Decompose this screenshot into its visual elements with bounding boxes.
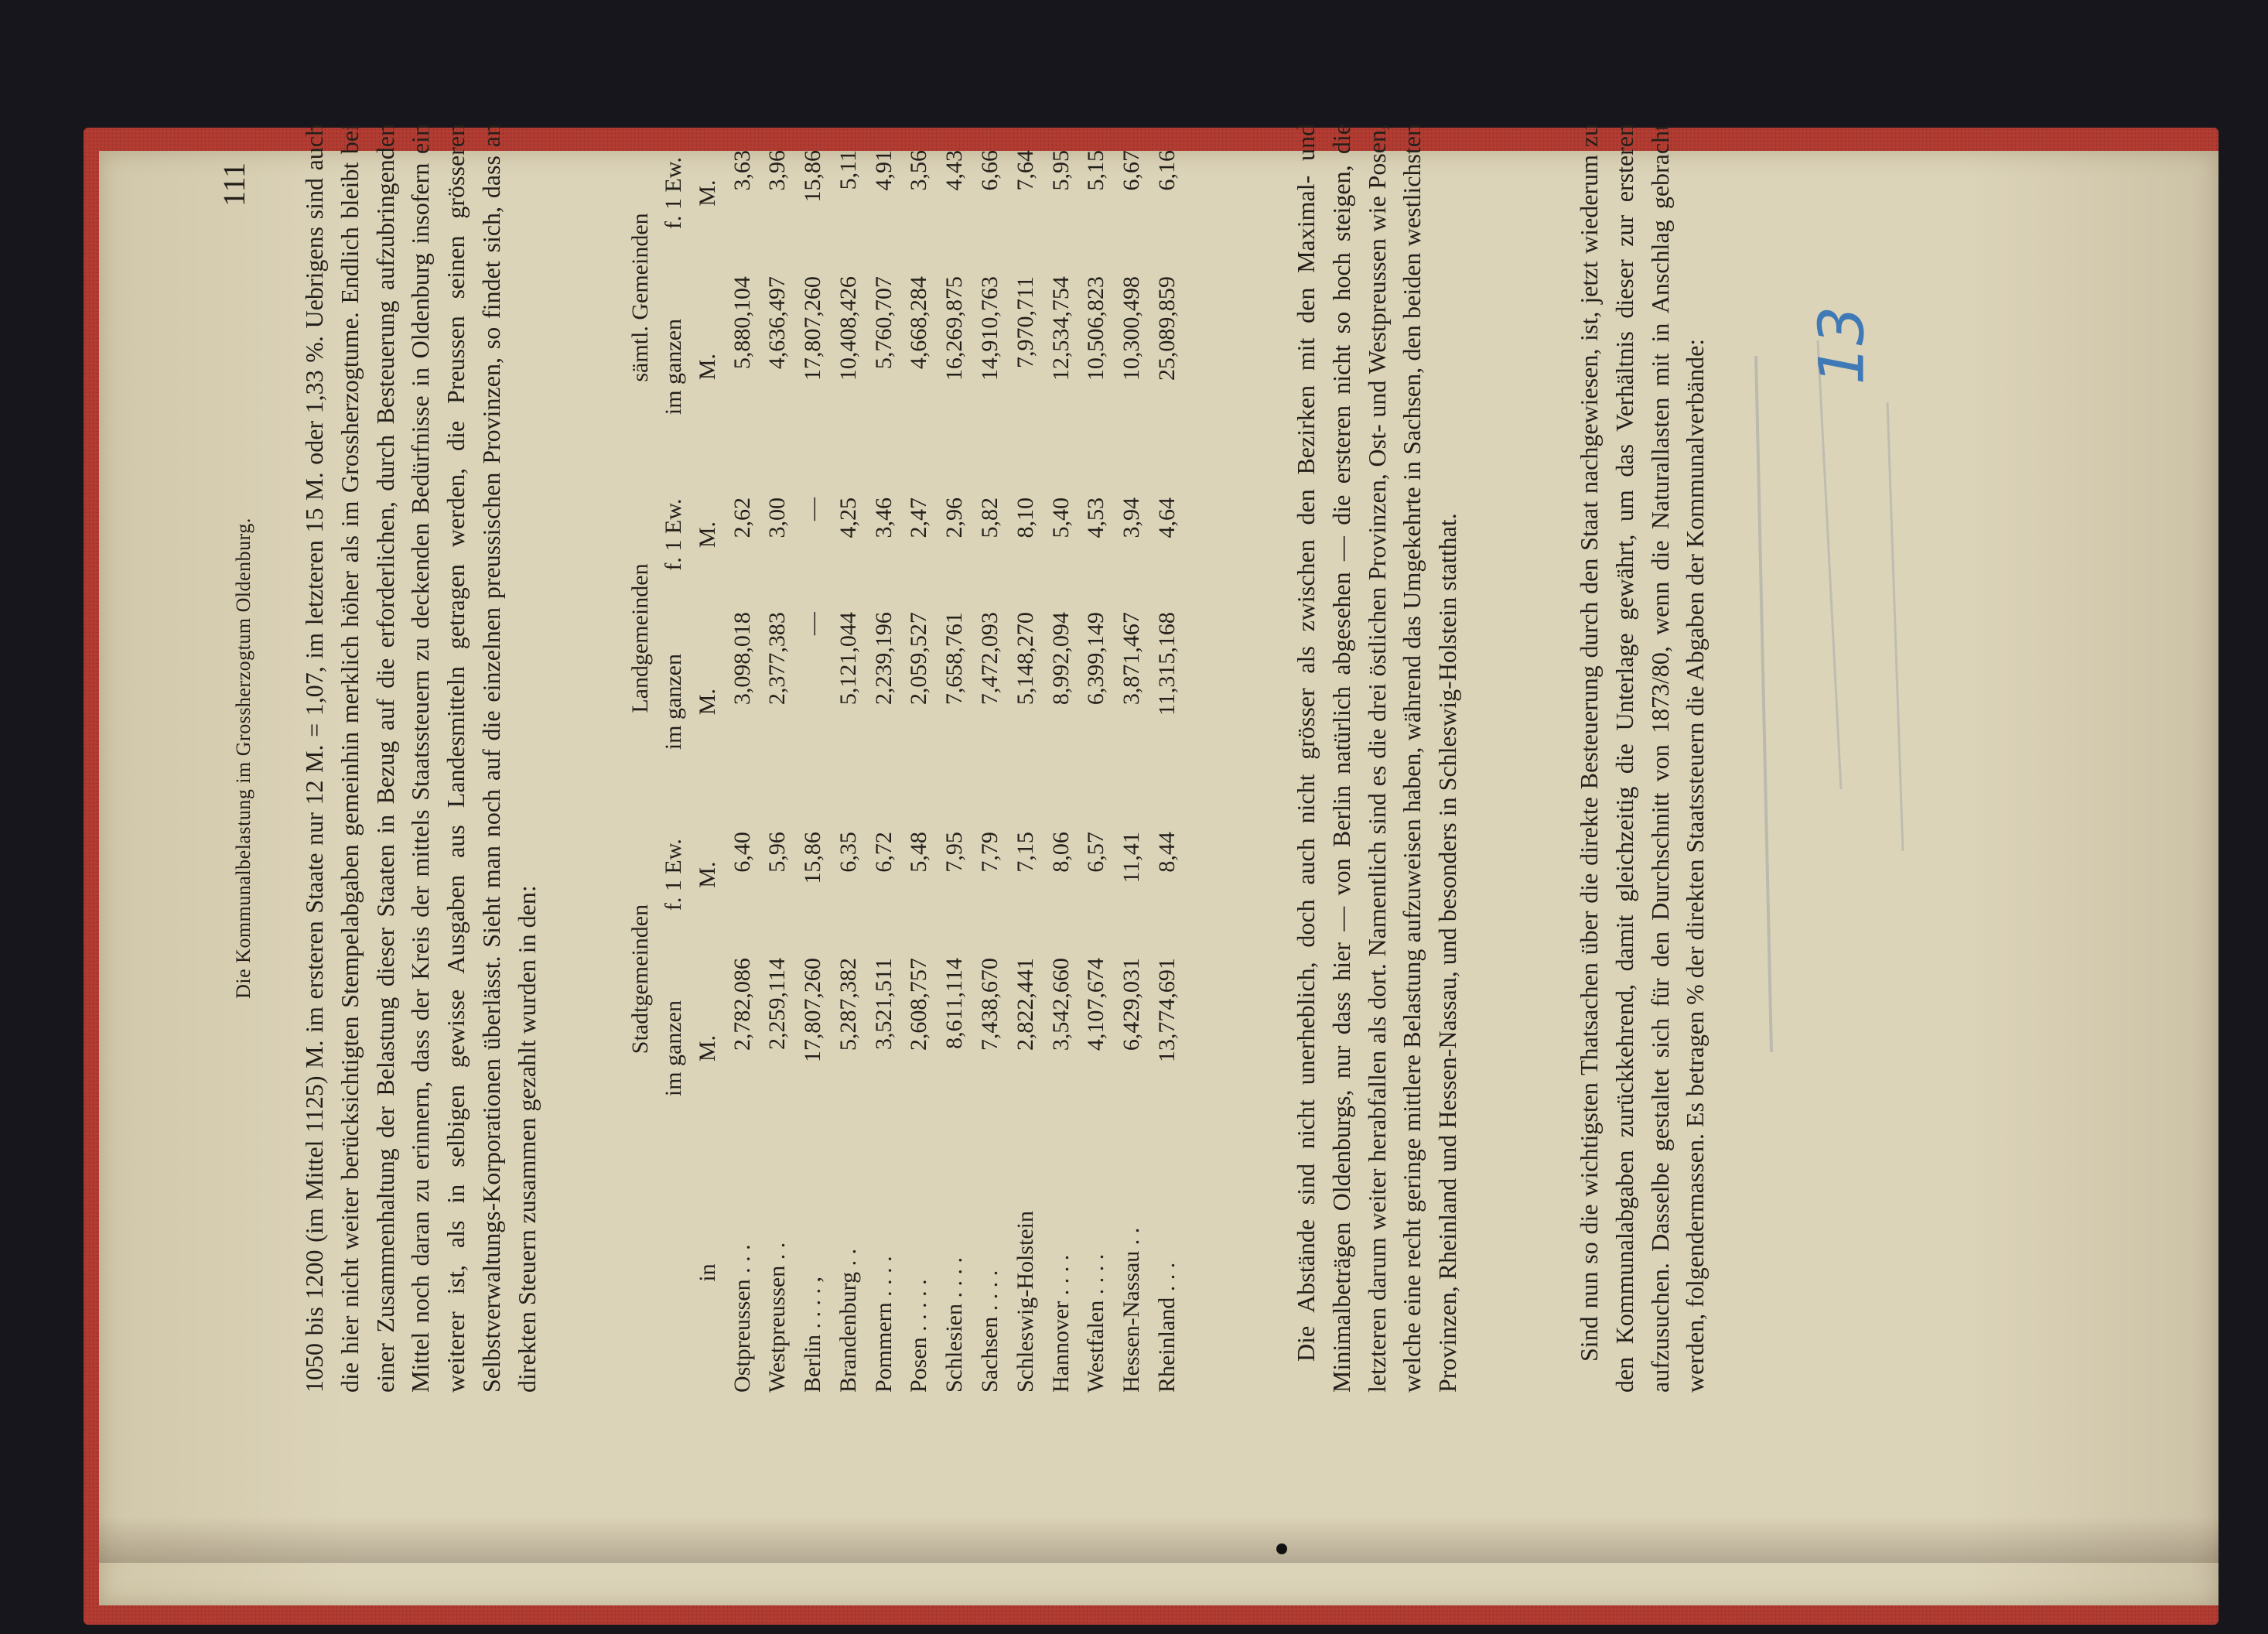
region-spacer <box>623 1153 658 1393</box>
total-cell: 7,472,093 <box>977 612 1003 706</box>
table-row <box>1008 124 1043 1393</box>
per-capita-cell: 8,44 <box>1154 832 1180 873</box>
table-row <box>972 124 1008 1393</box>
total-cell: 8,611,114 <box>941 958 968 1049</box>
per-capita-cell: 2,96 <box>941 497 968 538</box>
per-capita-cell: 3,00 <box>764 497 791 538</box>
total-cell: 4,107,674 <box>1083 958 1109 1051</box>
region-cell: Schleswig-Holstein <box>1012 1211 1038 1393</box>
region-cell: Posen . . . . . <box>906 1279 932 1393</box>
sub-header-per: f. 1 Ew. <box>661 839 687 911</box>
total-cell: 16,269,875 <box>941 276 968 381</box>
per-capita-cell: 8,10 <box>1012 497 1038 538</box>
region-cell: Schlesien . . . . <box>941 1257 968 1393</box>
per-capita-cell: 15,86 <box>800 150 826 203</box>
unit-label: M. <box>694 179 720 207</box>
region-header: in <box>694 1263 720 1282</box>
total-cell: 5,760,707 <box>870 276 897 370</box>
table-row <box>866 124 902 1393</box>
per-capita-cell: 4,43 <box>941 150 968 191</box>
total-cell: 2,377,383 <box>764 612 791 706</box>
per-capita-cell: 5,15 <box>1083 150 1109 191</box>
total-cell: 8,992,094 <box>1047 612 1074 706</box>
pencil-marks <box>1725 294 2112 1068</box>
margin-note: 13 <box>1805 306 1878 385</box>
per-capita-cell: 5,11 <box>835 150 861 190</box>
per-capita-cell: 4,25 <box>835 497 861 538</box>
per-capita-cell: 5,95 <box>1047 150 1074 191</box>
total-cell: 7,438,670 <box>977 958 1003 1051</box>
total-cell: 2,239,196 <box>870 612 897 706</box>
paragraph-1: 1050 bis 1200 (im Mittel 1125) M. im ersteren Staate nur 12 M. = 1,07, im letzteren 15 M. oder 1,33 %. Uebrigens sind auch die hier nicht weiter berücksichtigten Stempelabgaben gemeinhin merklich höher als im Grossherzogtume. Endlich bleibt bei einer Zusammenhaltung der Belastung dieser Staaten in Bezug auf die erforderlichen, durch Besteuerung aufzubringenden Mittel noch daran zu erinnern, dass der Kreis der mittels Staatssteuern zu deckenden Bedürfnisse in Oldenburg insofern ein weiterer ist, als in selbigen gewisse Ausgaben aus Landesmitteln getragen werden, die Preussen seinen grösseren Selbstverwaltungs-Korporationen überlässt. Sieht man noch auf die einzelnen preussischen Provinzen, so findet sich, dass an direkten Steuern zusammen gezahlt wurden in den: <box>300 124 541 1393</box>
table-row <box>901 124 937 1393</box>
per-capita-cell: 3,94 <box>1119 497 1145 538</box>
page-header <box>217 124 268 1393</box>
per-capita-cell: 3,63 <box>729 150 755 191</box>
total-cell: 12,534,754 <box>1047 276 1074 381</box>
table-row <box>795 124 831 1393</box>
total-cell: 3,542,660 <box>1047 958 1074 1051</box>
page-content <box>217 124 1908 1393</box>
table-row <box>937 124 972 1393</box>
running-title: Die Kommunalbelastung im Grossherzogtum Oldenburg. <box>232 518 254 999</box>
per-capita-cell: 11,41 <box>1119 832 1145 884</box>
page-gutter <box>99 1516 2218 1563</box>
pencil-line <box>1818 340 1841 789</box>
region-spacer <box>658 1153 692 1393</box>
paragraph-2: Die Abstände sind nicht unerheblich, doch auch nicht grösser als zwischen den Bezirken mit den Maximal- und Minimalbeträgen Oldenburgs, nur dass hier — von Berlin natürlich abgesehen — die ersteren nicht so hoch steigen, die letzteren darum weiter herabfallen als dort. Namentlich sind es die drei östlichen Provinzen, Ost- und Westpreussen wie Posen, welche eine recht geringe mittlere Belastung aufzuweisen haben, während das Umgekehrte in Sachsen, den beiden westlichsten Provinzen, Rheinland und Hessen-Nassau, und besonders in Schleswig-Holstein statthat. <box>1292 124 1462 1393</box>
per-capita-cell: 6,40 <box>729 832 755 873</box>
sub-header-total: im ganzen <box>661 318 687 415</box>
region-cell: Pommern . . . . <box>870 1256 897 1393</box>
per-capita-cell: 15,86 <box>800 832 826 884</box>
per-capita-cell: 6,16 <box>1154 150 1180 191</box>
total-cell: 10,408,426 <box>835 276 861 381</box>
total-cell: 2,822,441 <box>1012 958 1038 1051</box>
per-capita-cell: 4,53 <box>1083 497 1109 538</box>
table-row <box>1114 124 1149 1393</box>
per-capita-cell: 2,47 <box>906 497 932 538</box>
total-cell: 17,807,260 <box>800 958 826 1063</box>
total-cell: 6,429,031 <box>1119 958 1145 1051</box>
total-cell: 5,121,044 <box>835 612 861 706</box>
paragraph-3: Sind nun so die wichtigsten Thatsachen über die direkte Besteuerung durch den Staat nachgewiesen, ist, jetzt wiederum zu den Kommunalabgaben zurückkehrend, damit gleichzeitig die Unterlage gewährt, um das Verhältnis dieser zur ersteren aufzusuchen. Dasselbe gestaltet sich für den Durchschnitt von 1873/80, wenn die Naturallasten mit in Anschlag gebracht werden, folgendermassen. Es betragen % der direkten Staatssteuern die Abgaben der Kommunalverbände: <box>1575 124 1710 1393</box>
group-header-land: Landgemeinden <box>627 563 653 713</box>
total-cell: 5,880,104 <box>729 276 755 370</box>
pencil-line <box>1887 402 1903 851</box>
per-capita-cell: 6,72 <box>870 832 897 873</box>
region-cell: Westfalen . . . . <box>1083 1253 1109 1393</box>
total-cell: 7,658,761 <box>941 612 968 706</box>
per-capita-cell: 3,56 <box>906 150 932 191</box>
per-capita-cell: 7,64 <box>1012 150 1038 191</box>
region-cell: Rheinland . . . <box>1154 1262 1180 1393</box>
total-cell: 4,636,497 <box>764 276 791 370</box>
table-row <box>725 124 760 1393</box>
region-cell: Brandenburg . . <box>835 1248 861 1393</box>
page-number: 111 <box>217 162 251 207</box>
sub-header-total: im ganzen <box>661 1000 687 1097</box>
table-row <box>1149 124 1185 1393</box>
table-row <box>831 124 866 1393</box>
per-capita-cell: 5,40 <box>1047 497 1074 538</box>
per-capita-cell: 4,64 <box>1154 497 1180 538</box>
total-cell: 4,668,284 <box>906 276 932 370</box>
total-cell: 25,089,859 <box>1154 276 1180 381</box>
total-cell: 5,287,382 <box>835 958 861 1051</box>
per-capita-cell: 7,95 <box>941 832 968 873</box>
total-cell: 10,300,498 <box>1119 276 1145 381</box>
total-cell: 2,259,114 <box>764 958 791 1050</box>
per-capita-cell: 6,66 <box>977 150 1003 191</box>
table-sub-header-row <box>658 124 692 1393</box>
table-row <box>1078 124 1114 1393</box>
per-capita-cell: 3,46 <box>870 497 897 538</box>
table-row <box>1043 124 1079 1393</box>
total-cell: 2,608,757 <box>906 958 932 1051</box>
region-cell: Westpreussen . . <box>764 1242 791 1393</box>
per-capita-cell: 5,82 <box>977 497 1003 538</box>
sub-header-total: im ganzen <box>661 654 687 750</box>
table-group-header-row <box>623 124 658 1393</box>
total-cell: 10,506,823 <box>1083 276 1109 381</box>
total-cell: 11,315,168 <box>1154 612 1180 716</box>
per-capita-cell: — <box>800 497 826 521</box>
per-capita-cell: 6,67 <box>1119 150 1145 191</box>
per-capita-cell: 5,96 <box>764 832 791 873</box>
ink-spot <box>1276 1543 1287 1554</box>
region-cell: Sachsen . . . . <box>977 1270 1003 1393</box>
table-row <box>760 124 795 1393</box>
sub-header-per: f. 1 Ew. <box>661 498 687 571</box>
total-cell: 14,910,763 <box>977 276 1003 381</box>
pencil-line <box>1756 356 1771 1052</box>
per-capita-cell: 5,48 <box>906 832 932 873</box>
unit-label: M. <box>694 689 720 716</box>
total-cell: 2,782,086 <box>729 958 755 1051</box>
group-header-saemtl: sämtl. Gemeinden <box>627 213 653 382</box>
total-cell: 5,148,270 <box>1012 612 1038 706</box>
unit-label: M. <box>694 1034 720 1062</box>
total-cell: 7,970,711 <box>1012 276 1038 368</box>
total-cell: 3,098,018 <box>729 612 755 706</box>
tax-table-body <box>725 124 1185 1393</box>
per-capita-cell: 7,15 <box>1012 832 1038 873</box>
total-cell: 3,871,467 <box>1119 612 1145 706</box>
per-capita-cell: 4,91 <box>870 150 897 191</box>
region-cell: Berlin . . . . , <box>800 1277 826 1393</box>
unit-label: M. <box>694 353 720 381</box>
per-capita-cell: 6,35 <box>835 832 861 873</box>
per-capita-cell: 2,62 <box>729 497 755 538</box>
tax-table <box>623 124 1185 1393</box>
group-header-stadt: Stadtgemeinden <box>627 904 653 1055</box>
total-cell: 13,774,691 <box>1154 958 1180 1063</box>
total-cell: 2,059,527 <box>906 612 932 706</box>
per-capita-cell: 7,79 <box>977 832 1003 873</box>
unit-label: M. <box>694 861 720 888</box>
region-cell: Hessen-Nassau . . <box>1119 1227 1145 1393</box>
per-capita-cell: 6,57 <box>1083 832 1109 873</box>
per-capita-cell: 8,06 <box>1047 832 1074 873</box>
per-capita-cell: 3,96 <box>764 150 791 191</box>
total-cell: 17,807,260 <box>800 276 826 381</box>
table-unit-row <box>691 124 725 1393</box>
region-cell: Ostpreussen . . . <box>729 1244 755 1393</box>
unit-label: M. <box>694 521 720 549</box>
sub-header-per: f. 1 Ew. <box>661 157 687 230</box>
total-cell: 6,399,149 <box>1083 612 1109 706</box>
total-cell: — <box>800 612 826 636</box>
total-cell: 3,521,511 <box>870 958 897 1050</box>
region-cell: Hannover . . . . <box>1047 1254 1074 1393</box>
